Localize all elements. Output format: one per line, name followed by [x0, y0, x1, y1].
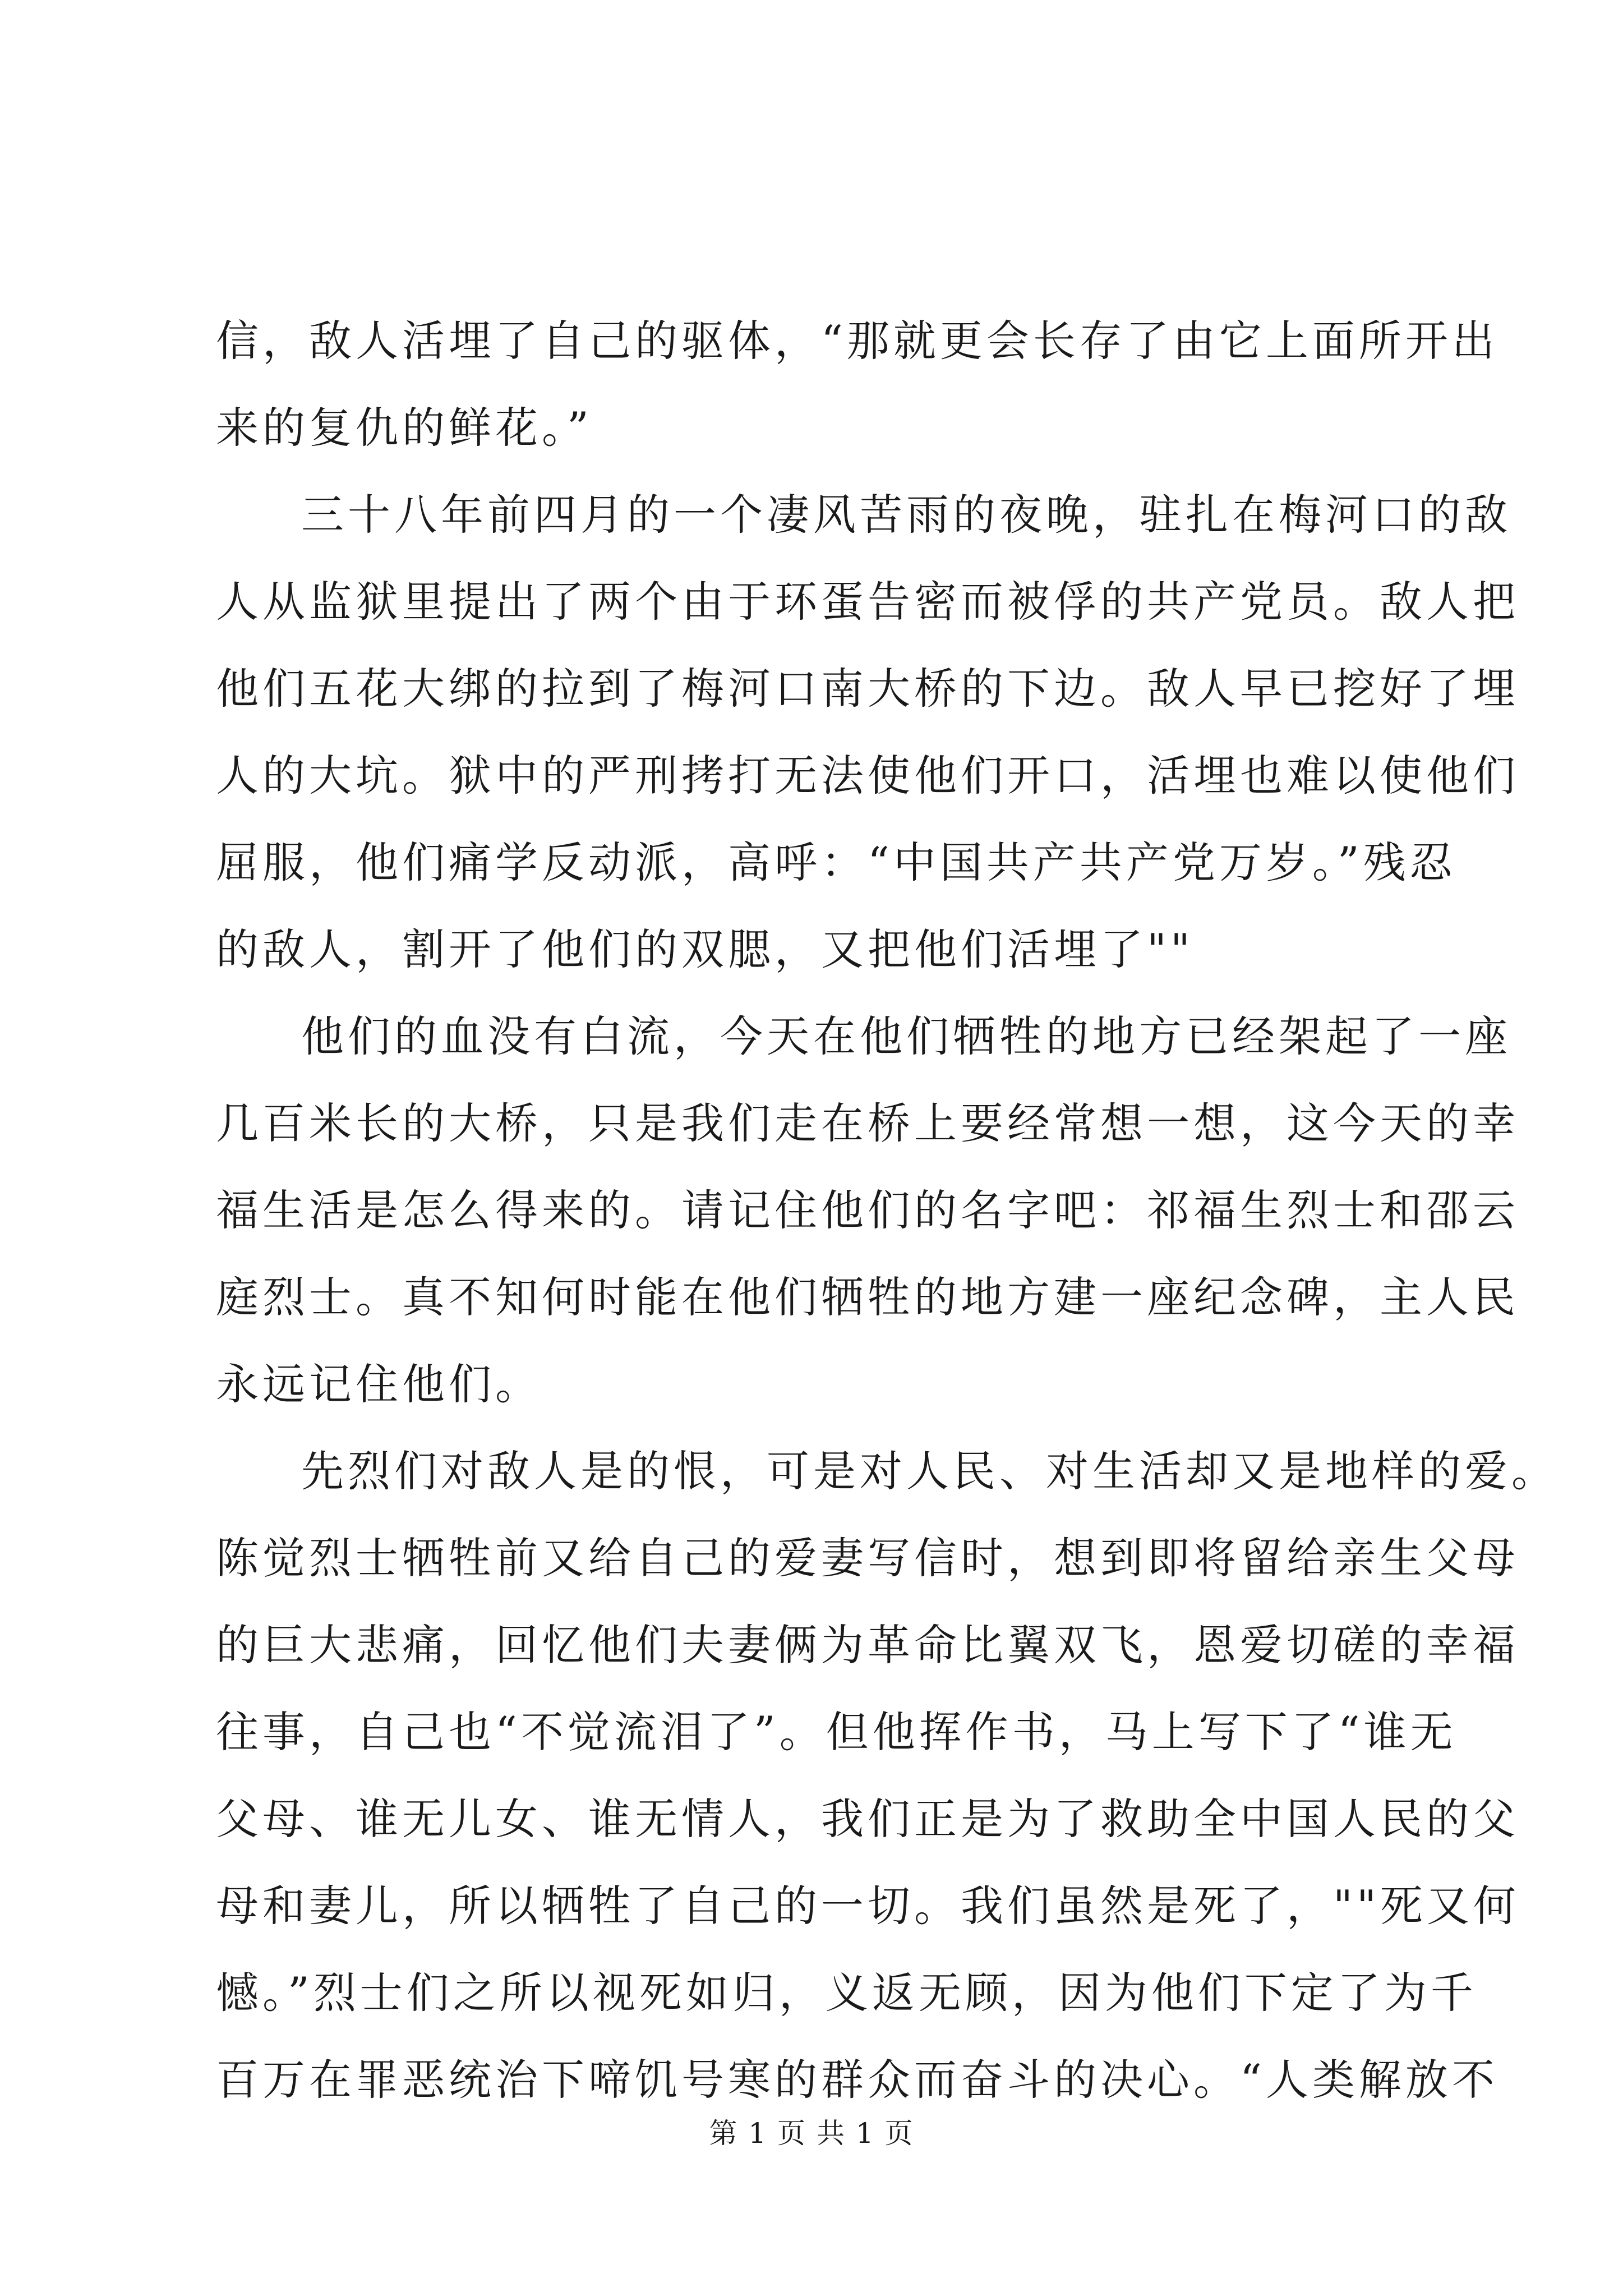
paragraph-start-line: 他们的血没有白流，今天在他们牺牲的地方已经架起了一座 — [301, 1011, 1511, 1061]
text-line: 往事，自己也“不觉流泪了”。但他挥作书，马上写下了“谁无 — [216, 1707, 1457, 1757]
paragraph-start-line: 先烈们对敌人是的恨，可是对人民、对生活却又是地样的爱。 — [301, 1446, 1558, 1496]
paragraph-start-line: 三十八年前四月的一个凄风苦雨的夜晚，驻扎在梅河口的敌 — [301, 490, 1511, 540]
text-line: 的敌人，割开了他们的双腮，又把他们活埋了"" — [216, 924, 1194, 974]
text-line: 人从监狱里提出了两个由于环蛋告密而被俘的共产党员。敌人把 — [216, 577, 1519, 627]
document-body — [216, 297, 1558, 2123]
text-line: 信，敌人活埋了自己的驱体，“那就更会长存了由它上面所开出 — [216, 316, 1498, 366]
text-line: 母和妻儿，所以牺牲了自己的一切。我们虽然是死了，""死又何 — [216, 1881, 1520, 1931]
text-line: 屈服，他们痛学反动派，高呼：“中国共产共产党万岁。”残忍 — [216, 838, 1456, 887]
text-line: 永远记住他们。 — [216, 1359, 542, 1409]
text-line: 的巨大悲痛，回忆他们夫妻俩为革命比翼双飞，恩爱切磋的幸福 — [216, 1620, 1519, 1670]
text-line: 百万在罪恶统治下啼饥号寒的群众而奋斗的决心。“人类解放不 — [216, 2055, 1498, 2105]
text-line: 几百米长的大桥，只是我们走在桥上要经常想一想，这今天的幸 — [216, 1098, 1519, 1148]
text-line: 来的复仇的鲜花。” — [216, 403, 593, 453]
page-footer — [0, 2114, 1623, 2153]
text-line: 父母、谁无儿女、谁无情人，我们正是为了救助全中国人民的父 — [216, 1794, 1519, 1844]
text-line: 憾。”烈士们之所以视死如归，义返无顾，因为他们下定了为千 — [216, 1968, 1477, 2018]
page-number-label: 第 1 页 共 1 页 — [709, 2117, 914, 2150]
text-line: 人的大坑。狱中的严刑拷打无法使他们开口，活埋也难以使他们 — [216, 751, 1519, 800]
text-line: 庭烈士。真不知何时能在他们牺牲的地方建一座纪念碑，主人民 — [216, 1272, 1519, 1322]
text-line: 他们五花大绑的拉到了梅河口南大桥的下边。敌人早已挖好了埋 — [216, 664, 1519, 714]
text-line: 陈觉烈士牺牲前又给自己的爱妻写信时，想到即将留给亲生父母 — [216, 1533, 1519, 1583]
text-line: 福生活是怎么得来的。请记住他们的名字吧：祁福生烈士和邵云 — [216, 1185, 1519, 1235]
